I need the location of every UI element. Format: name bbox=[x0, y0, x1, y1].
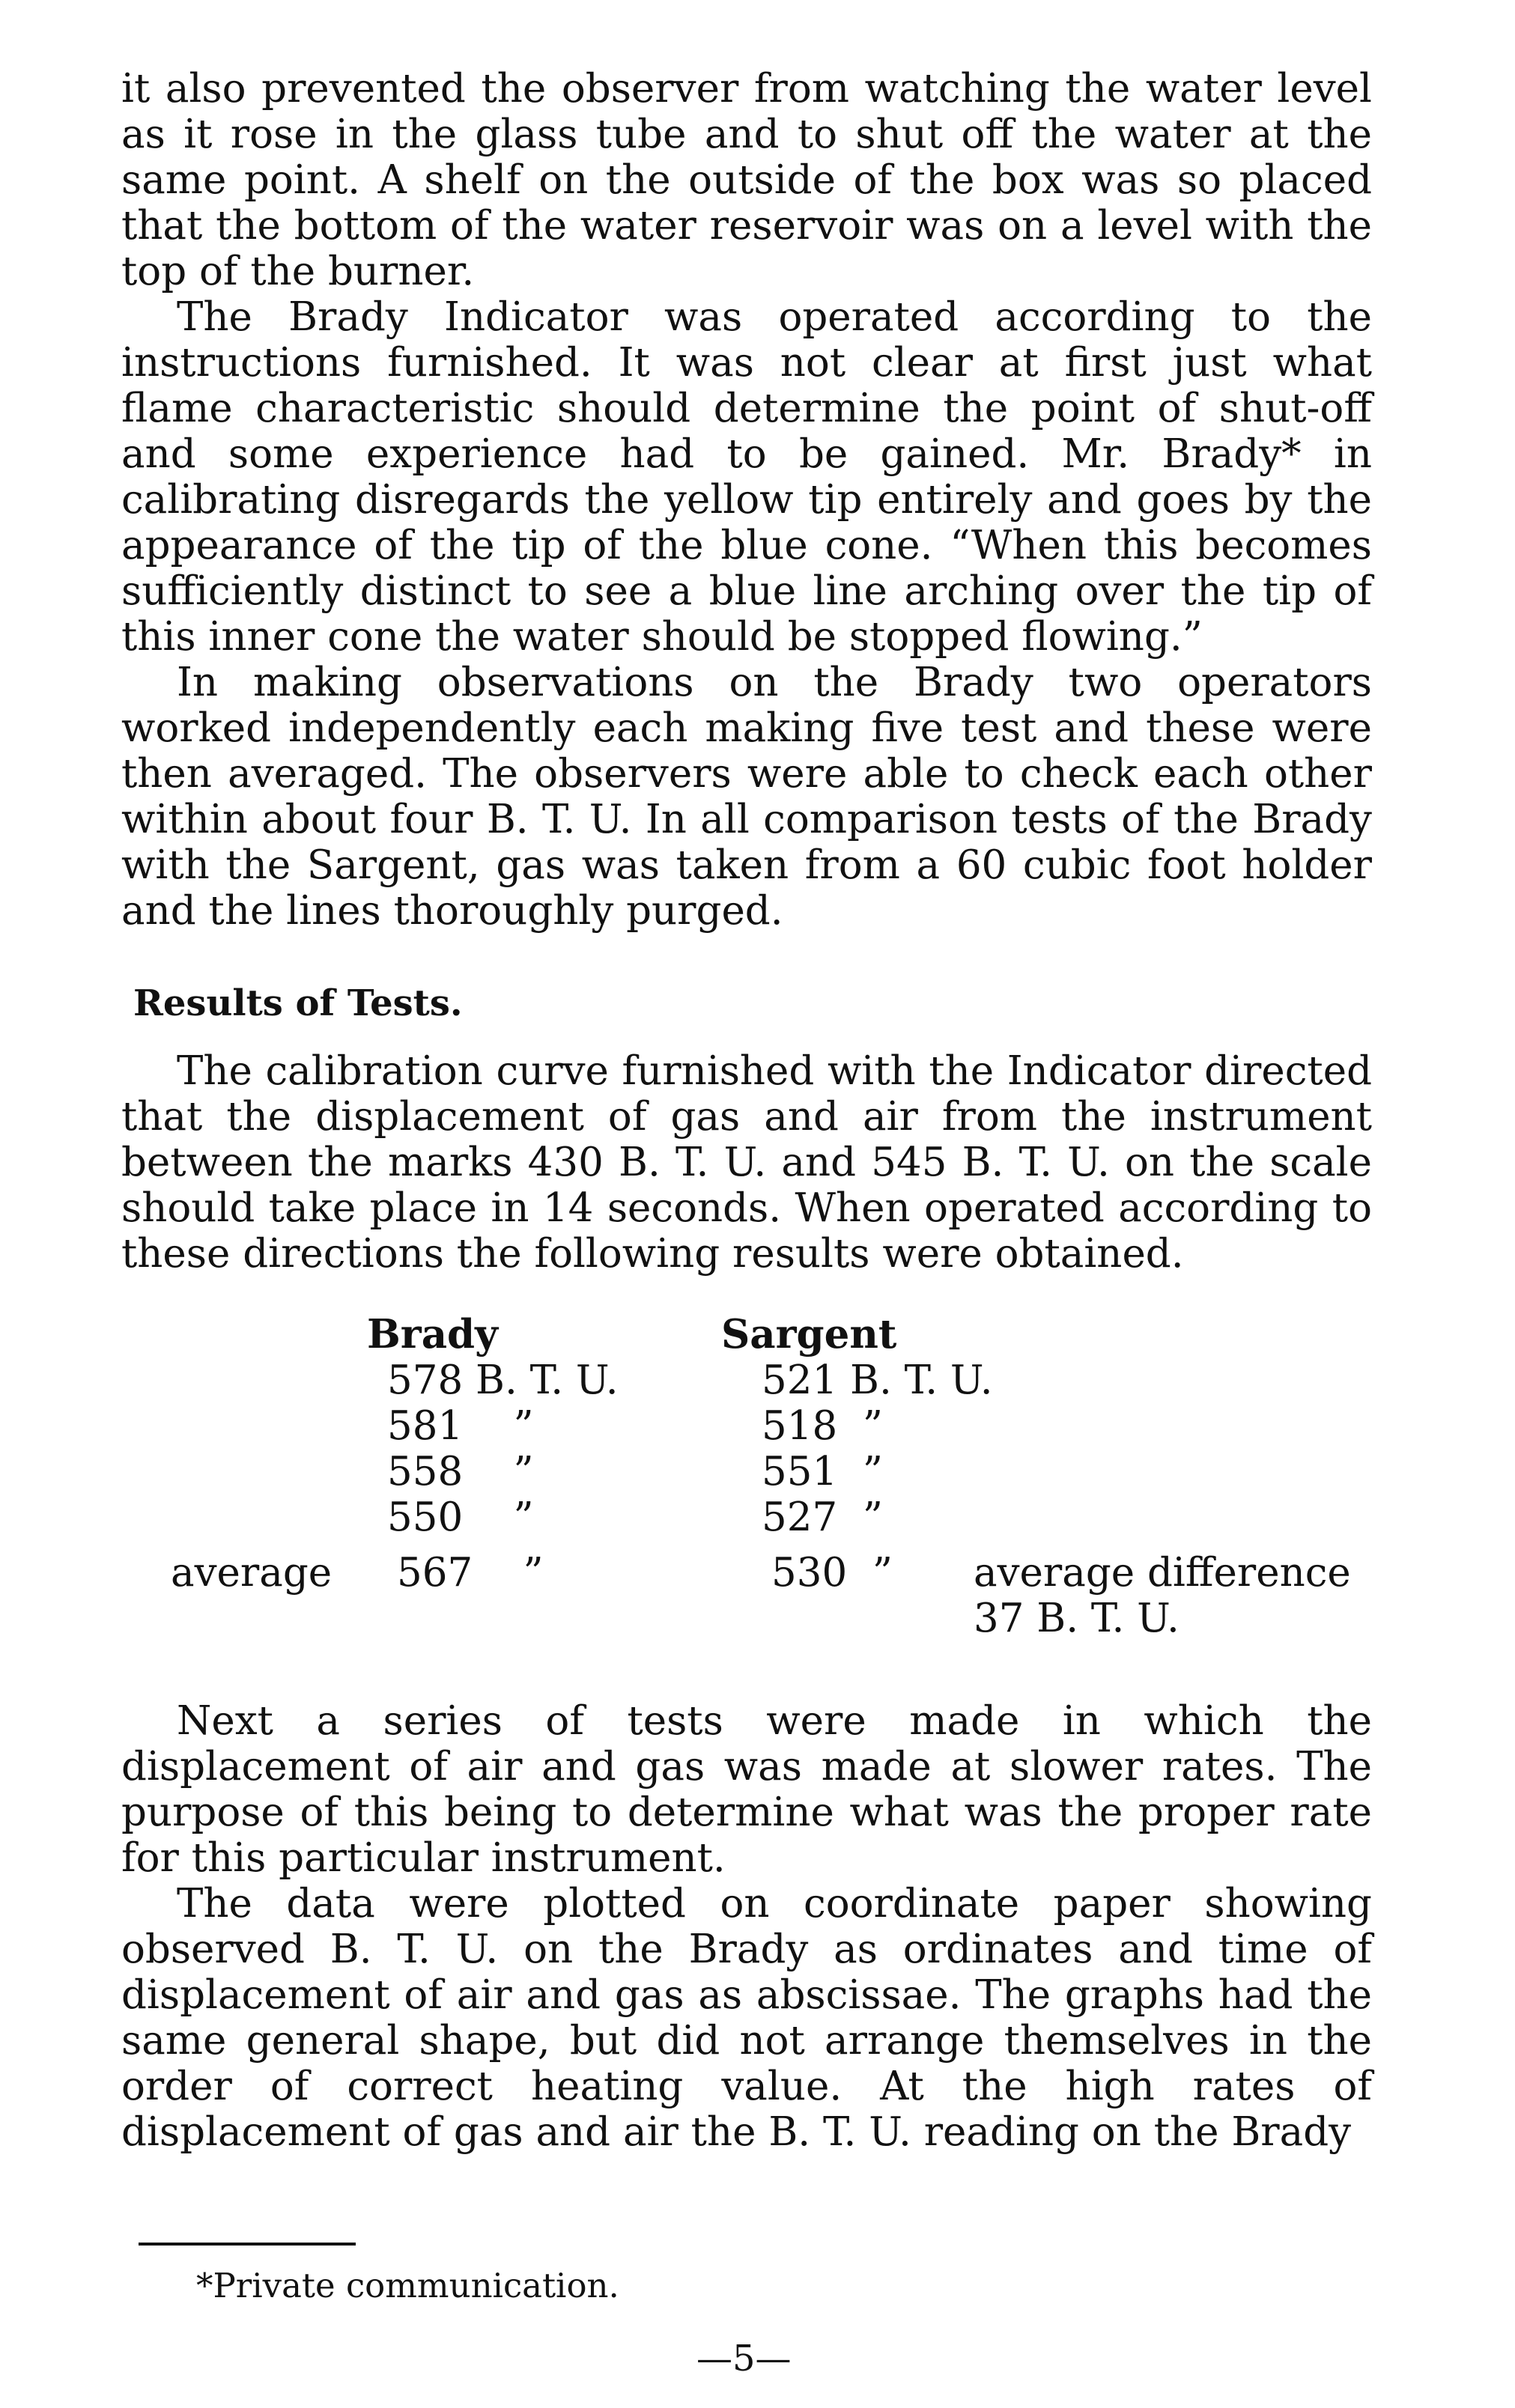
table-row-sargent: 551 ” bbox=[762, 1449, 883, 1495]
table-row-sargent: 521 B. T. U. bbox=[762, 1357, 993, 1403]
page-number: —5— bbox=[696, 2338, 792, 2380]
footnote-divider bbox=[139, 2243, 356, 2246]
paragraph-results: The calibration curve furnished with the Indicator directed that the displacement of gas and air from the instrument between the marks 430 B. T. U. and 545 B. T. U. on the scale should take place in 14 seconds. When operated according to these directions the following results were obtained. bbox=[121, 1048, 1372, 1277]
table-row-brady: 578 B. T. U. bbox=[387, 1357, 619, 1403]
average-difference-value: 37 B. T. U. bbox=[974, 1596, 1179, 1641]
paragraph-3: In making observations on the Brady two operators worked independently each making five test and these were then averaged. The observers were able to check each other within about four B. T. U. In all comparison tests of the Brady with the Sargent, gas was taken from a 60 cubic foot holder and the lines thoroughly purged. bbox=[121, 660, 1372, 934]
table-row-brady: 550 ” bbox=[387, 1495, 534, 1540]
table-row-sargent: 527 ” bbox=[762, 1495, 883, 1540]
average-brady: 567 ” bbox=[397, 1550, 544, 1596]
paragraph-1: it also prevented the observer from watching the water level as it rose in the glass tube and to shut off the water at the same point. A shelf on the outside of the box was so placed that the bottom of the water reservoir was on a level with the top of the burner. bbox=[121, 66, 1372, 294]
footnote: *Private communication. bbox=[196, 2266, 619, 2305]
paragraph-2: The Brady Indicator was operated according to the instructions furnished. It was not clear at first just what flame characteristic should determine the point of shut-off and some experience had to be gained. Mr. Brady* in calibrating disregards the yellow tip entirely and goes by the appearance of the tip of the blue cone. “When this becomes sufficiently distinct to see a blue line arching over the tip of this inner cone the water should be stopped flowing.” bbox=[121, 294, 1372, 660]
table-row-sargent: 518 ” bbox=[762, 1403, 883, 1449]
table-row-brady: 581 ” bbox=[387, 1403, 534, 1449]
average-sargent: 530 ” bbox=[771, 1550, 893, 1596]
paragraph-next-tests: Next a series of tests were made in which the displacement of air and gas was made at slower rates. The purpose of this being to determine what was the proper rate for this particular instrument. bbox=[121, 1698, 1372, 1881]
average-difference-label: average difference bbox=[974, 1550, 1351, 1596]
paragraph-data-plotted: The data were plotted on coordinate paper showing observed B. T. U. on the Brady as ordinates and time of displacement of air and gas as abscissae. The graphs had the same general shape, but did not arrange themselves in the order of correct heating value. At the high rates of displacement of gas and air the B. T. U. reading on the Brady bbox=[121, 1881, 1372, 2155]
table-header-sargent: Sargent bbox=[721, 1311, 897, 1357]
average-label: average bbox=[171, 1550, 333, 1596]
table-row-brady: 558 ” bbox=[387, 1449, 534, 1495]
section-heading: Results of Tests. bbox=[133, 982, 463, 1024]
body-text-bottom bbox=[121, 1698, 1372, 2155]
table-header-brady: Brady bbox=[367, 1311, 498, 1357]
